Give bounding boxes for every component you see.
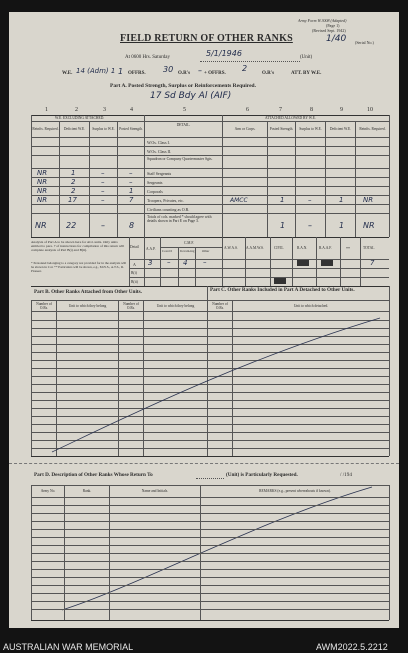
analysis-awas: A.W.A.S. bbox=[224, 246, 238, 250]
analysis-cmf: C.M.F. bbox=[184, 241, 194, 245]
total-value: 1 bbox=[339, 221, 345, 230]
analysis-cmf-sub: Cover'd bbox=[162, 249, 172, 253]
cell-value: 2 bbox=[71, 178, 76, 186]
col-number: 4 bbox=[130, 107, 133, 113]
form-number: Army Form W.3008 (Adapted) bbox=[298, 18, 347, 23]
header-posted-att: Posted Strength. bbox=[269, 127, 294, 131]
part-b-col: Number of O.Rs. bbox=[123, 302, 139, 310]
col-number: 8 bbox=[310, 107, 313, 113]
part-c-col: Unit to which detached. bbox=[293, 304, 329, 308]
row-detail: Staff Sergeants bbox=[147, 171, 172, 176]
offrs2-label: + OFFRS. bbox=[204, 71, 226, 76]
analysis-a-total: 7 bbox=[370, 259, 375, 267]
part-c-col: Number of O.Rs. bbox=[212, 302, 228, 310]
cell-value: NR bbox=[37, 196, 48, 204]
analysis-a-cmf: 4 bbox=[183, 259, 188, 267]
cell-value: – bbox=[129, 169, 133, 177]
row-detail: W.Os. Class I. bbox=[147, 140, 170, 145]
part-b-col: Unit to which they belong bbox=[68, 304, 107, 308]
we-label: W.E. bbox=[62, 71, 73, 76]
analysis-detail: Detail bbox=[130, 245, 139, 249]
analysis-star: ** bbox=[346, 246, 350, 251]
col-number: 9 bbox=[340, 107, 343, 113]
part-d-col: Name and Initials. bbox=[141, 489, 169, 493]
analysis-a-aap: 3 bbox=[148, 259, 153, 267]
cell-value: NR bbox=[37, 178, 48, 186]
part-a-title: Part A. Posted Strength, Surplus or Reinforcements Required. bbox=[110, 83, 256, 89]
cell-value: – bbox=[101, 169, 105, 177]
unit-handwritten: 17 Sd Bdy Al (AIF) bbox=[150, 91, 232, 101]
analysis-cmf-sub: Other bbox=[202, 249, 210, 253]
header-deficient: Deficient W.E. bbox=[63, 127, 86, 131]
part-d-title2: (Unit) is Particularly Requested. bbox=[226, 472, 298, 478]
unit-label: (Unit) bbox=[300, 55, 313, 60]
col-number: 5 bbox=[183, 107, 186, 113]
header-reinfts-att: Reinfts. Required. bbox=[359, 127, 386, 131]
row-detail: W.Os. Class II. bbox=[147, 149, 172, 154]
row-detail: Squadron or Company Quartermaster Sgts. bbox=[147, 157, 213, 161]
total-value: 1 bbox=[280, 221, 286, 230]
cell-value: 1 bbox=[339, 196, 344, 204]
cell-value: 1 bbox=[71, 169, 76, 177]
analysis-aamws: A.A.M.W.S. bbox=[246, 246, 264, 250]
header-surplus: Surplus to W.E. bbox=[92, 127, 115, 131]
cell-value: 2 bbox=[71, 187, 76, 195]
part-b-title: Part B. Other Ranks Attached from Other Units. bbox=[34, 289, 142, 295]
part-d-date: / /194 bbox=[340, 472, 352, 478]
attached-allowed: ATTACHED ALLOWED BY W.E. bbox=[265, 116, 316, 120]
cell-value: 7 bbox=[129, 196, 134, 204]
footer-left: AUSTRALIAN WAR MEMORIAL bbox=[3, 642, 134, 652]
col-number: 10 bbox=[367, 107, 373, 113]
header-detail: DETAIL. bbox=[176, 123, 191, 127]
perforation bbox=[9, 463, 399, 464]
att-label: ATT. BY W.E. bbox=[291, 71, 322, 76]
col-number: 1 bbox=[45, 107, 48, 113]
analysis-ran: R.A.N. bbox=[297, 246, 308, 250]
total-value: 8 bbox=[129, 221, 135, 230]
offrs-label: OFFRS. bbox=[128, 71, 146, 76]
analysis-aap: A.A.P. bbox=[146, 247, 156, 251]
we-excluding: W.E. EXCLUDING ATTACHED. bbox=[55, 116, 105, 120]
cell-value: 1 bbox=[129, 187, 134, 195]
total-value: 22 bbox=[66, 221, 77, 230]
cell-value: – bbox=[101, 187, 105, 195]
part-d-col: Rank. bbox=[82, 489, 92, 493]
analysis-raaf: R.A.A.F. bbox=[319, 246, 332, 250]
total-value: NR bbox=[35, 221, 47, 230]
analysis-dash: – bbox=[203, 258, 207, 266]
row-detail: Totals of cols. marked * should agree with details shown in Part E on Page 3. bbox=[147, 215, 212, 224]
cell-value: 1 bbox=[280, 196, 285, 204]
analysis-row-label: A bbox=[133, 262, 136, 267]
date-value: 5/1/1946 bbox=[206, 49, 242, 58]
ors2-label: O.R's bbox=[262, 71, 275, 76]
cell-value: NR bbox=[363, 196, 374, 204]
part-b-col: Number of O.Rs. bbox=[36, 302, 52, 310]
part-b-col: Unit to which they belong bbox=[156, 304, 195, 308]
cell-value: AMCC bbox=[230, 197, 248, 204]
cell-value: – bbox=[308, 196, 312, 204]
analysis-cmf-sub: In train-ing bbox=[180, 249, 195, 253]
row-detail: Civilians counting as O.R. bbox=[147, 207, 190, 212]
cell-value: – bbox=[101, 196, 105, 204]
analysis-row-label: B(ii) bbox=[131, 280, 138, 284]
footer-right: AWM2022.5.2212 bbox=[316, 642, 388, 652]
ors2-value: 2 bbox=[242, 64, 248, 73]
cell-value: – bbox=[101, 178, 105, 186]
col-number: 6 bbox=[246, 107, 249, 113]
part-c-title: Part C. Other Ranks Included in Part A Detached to Other Units. bbox=[210, 287, 355, 293]
part-d-col: REMARKS (e.g., present whereabouts if known). bbox=[259, 489, 331, 493]
analysis-dash: – bbox=[167, 258, 171, 266]
part-d-col: Army No. bbox=[40, 489, 56, 493]
serial-value: 1/40 bbox=[326, 34, 347, 44]
header-posted: Posted Strength. bbox=[119, 127, 143, 131]
header-surplus-att: Surplus to W.E. bbox=[299, 127, 322, 131]
row-detail: Troopers, Privates, etc. bbox=[147, 198, 184, 203]
offrs-value: 1 bbox=[118, 67, 124, 76]
cell-value: – bbox=[129, 178, 133, 186]
header-reinfts: Reinfts. Required. bbox=[32, 127, 59, 131]
total-value: NR bbox=[363, 221, 375, 230]
form-revised: (Revised Sept. 1942) bbox=[312, 28, 346, 33]
total-value: – bbox=[308, 221, 312, 230]
cell-value: NR bbox=[37, 169, 48, 177]
col-number: 3 bbox=[103, 107, 106, 113]
serial-label: (Serial No.) bbox=[355, 40, 374, 45]
header-deficient-att: Deficient W.E. bbox=[329, 127, 352, 131]
analysis-total: TOTAL bbox=[363, 246, 375, 250]
row-detail: Corporals bbox=[147, 189, 163, 194]
total-value: – bbox=[101, 221, 105, 230]
ors-value: 30 bbox=[163, 65, 174, 74]
at-text: At 0600 Hrs. Saturday bbox=[125, 55, 170, 60]
col-number: 7 bbox=[279, 107, 282, 113]
analysis-text: Analysis of Part A to be shown here for ALL units. Only units entitled to para. 7 of instructions for compilation of this return will complete analysis of Part B(i) and B(ii). bbox=[31, 240, 125, 252]
analysis-row-label: B(i) bbox=[131, 271, 137, 275]
cell-value: 17 bbox=[68, 196, 77, 204]
header-arm: Arm or Corps. bbox=[234, 127, 256, 131]
ors-label: O.R's bbox=[178, 71, 191, 76]
row-detail: Sergeants bbox=[147, 180, 163, 185]
analysis-note: * Personnel belonging to a category not provided for in the analysis will be shown in Col. ** Particulars will be shown, e.g., M.N.S., A.T.S., R. Pioneer. bbox=[31, 261, 127, 273]
form-title: FIELD RETURN OF OTHER RANKS bbox=[120, 33, 293, 44]
col-number: 2 bbox=[75, 107, 78, 113]
offrs2-value: – bbox=[198, 66, 202, 75]
we-value: 14 (Adm) 1 bbox=[76, 67, 116, 75]
form-page: (Page 1) bbox=[326, 23, 340, 28]
part-d-title: Part D. Description of Other Ranks Whose Return To bbox=[34, 472, 153, 478]
cell-value: NR bbox=[37, 187, 48, 195]
analysis-civil: CIVIL bbox=[274, 246, 284, 250]
